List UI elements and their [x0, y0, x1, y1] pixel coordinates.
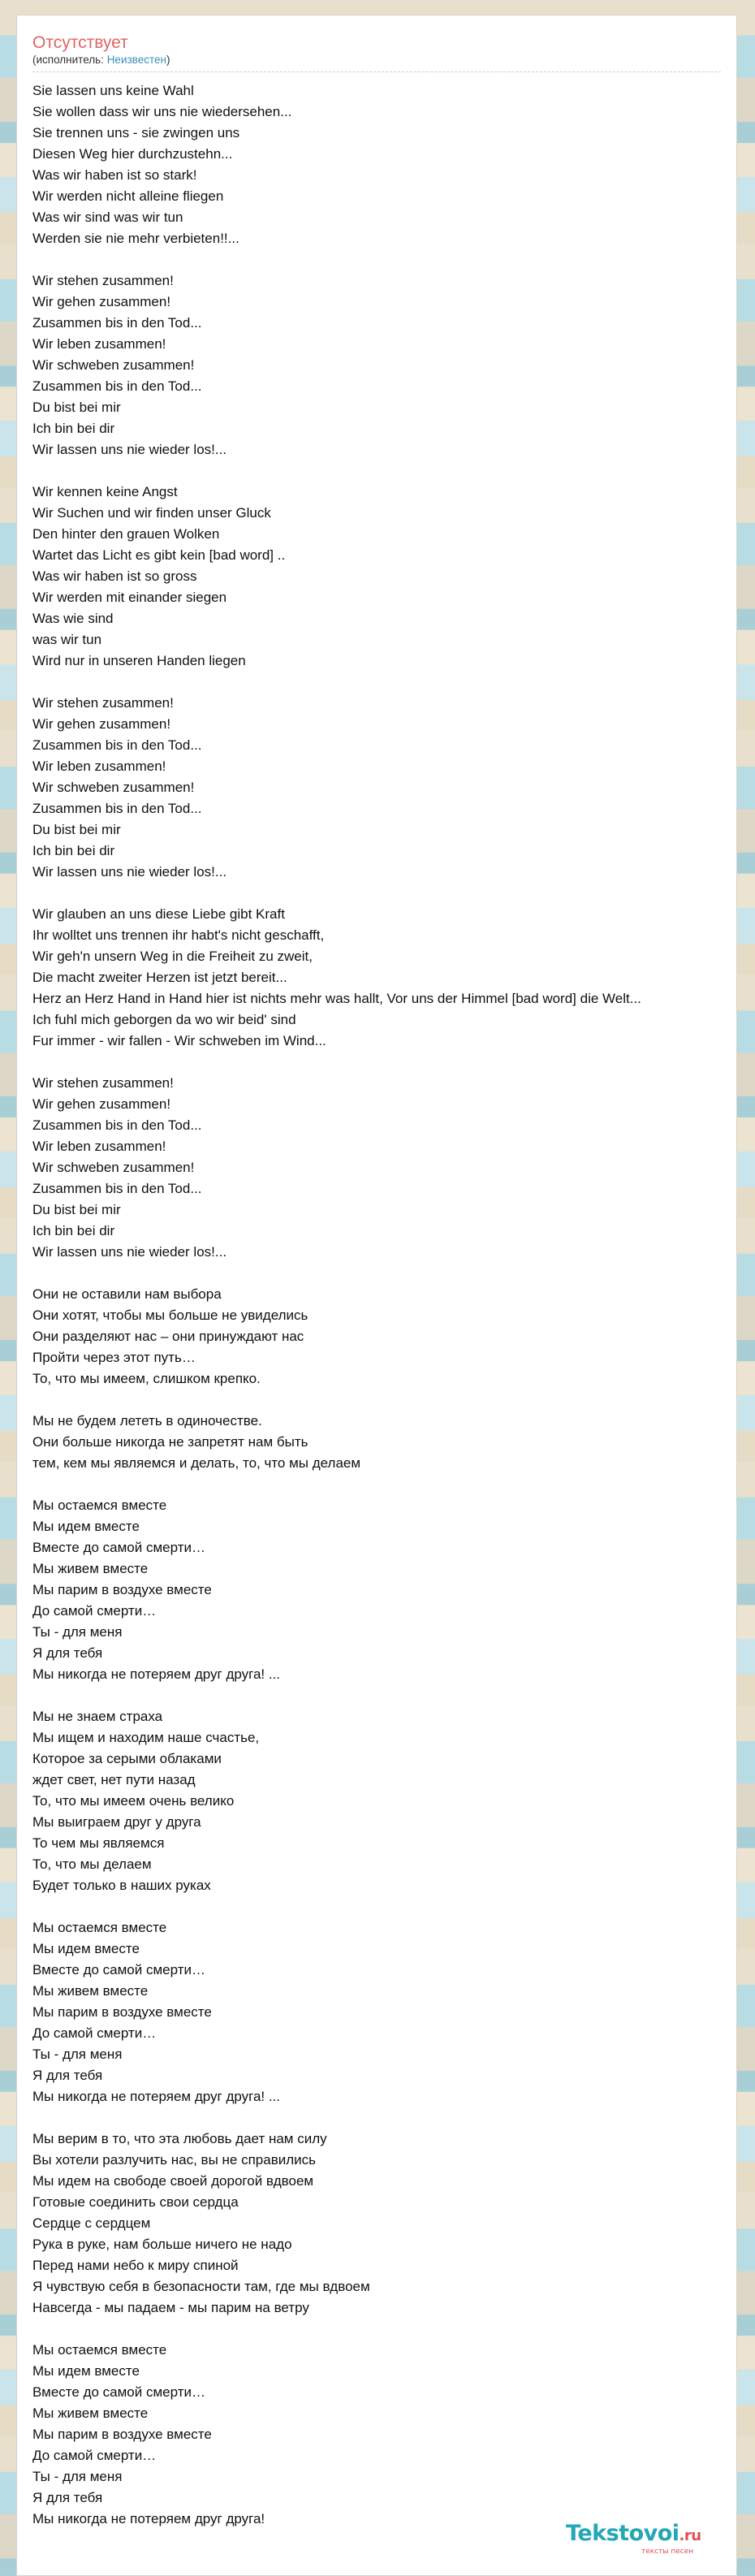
- lyric-line: Wir gehen zusammen!: [32, 716, 171, 732]
- lyric-line: Wir lassen uns nie wieder los!...: [32, 442, 227, 457]
- lyric-line: Wir leben zusammen!: [32, 1139, 166, 1154]
- lyric-line: Wir stehen zusammen!: [32, 695, 174, 711]
- lyric-line: Мы остаемся вместе: [32, 1920, 167, 1935]
- lyric-line: Я чувствую себя в безопасности там, где мы вдвоем: [32, 2279, 370, 2294]
- lyric-line: [32, 1052, 755, 1073]
- lyric-line: Du bist bei mir: [32, 400, 121, 415]
- lyric-line: Wir leben zusammen!: [32, 336, 166, 352]
- lyric-line: Wartet das Licht es gibt kein [bad word] ..: [32, 547, 286, 563]
- lyric-line: Мы не будем лететь в одиночестве.: [32, 1413, 262, 1428]
- site-logo[interactable]: [566, 2522, 701, 2548]
- lyric-line: was wir tun: [32, 632, 102, 647]
- lyric-line: Вместе до самой смерти…: [32, 1962, 205, 1977]
- lyric-line: Мы парим в воздухе вместе: [32, 1582, 212, 1597]
- lyric-line: Ich fuhl mich geborgen da wo wir beid' sind: [32, 1012, 296, 1027]
- lyric-line: Мы остаемся вместе: [32, 1498, 167, 1513]
- lyric-line: Пройти через этот путь…: [32, 1350, 196, 1365]
- lyric-line: Zusammen bis in den Tod...: [32, 378, 202, 394]
- lyric-line: Ihr wolltet uns trennen ihr habt's nicht geschafft,: [32, 927, 325, 943]
- lyric-line: Ты - для меня: [32, 1624, 123, 1640]
- lyric-line: Которое за серыми облаками: [32, 1751, 222, 1766]
- lyric-line: Zusammen bis in den Tod...: [32, 315, 202, 331]
- lyric-line: Wir Suchen und wir finden unser Gluck: [32, 505, 271, 521]
- lyric-line: Они хотят, чтобы мы больше не увиделись: [32, 1307, 308, 1323]
- lyric-line: До самой смерти…: [32, 2448, 157, 2463]
- lyric-line: Sie wollen dass wir uns nie wiedersehen...: [32, 104, 292, 119]
- lyrics-text: [32, 80, 755, 2530]
- lyric-line: Мы парим в воздухе вместе: [32, 2004, 212, 2020]
- lyric-line: Мы верим в то, что эта любовь дает нам силу: [32, 2131, 327, 2146]
- lyric-line: Мы никогда не потеряем друг друга! ...: [32, 2089, 281, 2104]
- lyric-line: Fur immer - wir fallen - Wir schweben im Wind...: [32, 1033, 326, 1048]
- lyric-line: Zusammen bis in den Tod...: [32, 801, 202, 816]
- lyric-line: Мы идем вместе: [32, 1519, 140, 1534]
- lyric-line: Zusammen bis in den Tod...: [32, 737, 202, 753]
- lyric-line: [32, 2319, 755, 2340]
- lyric-line: Мы живем вместе: [32, 1983, 149, 1999]
- lyric-line: Навсегда - мы падаем - мы парим на ветру: [32, 2300, 309, 2315]
- lyric-line: Будет только в наших руках: [32, 1878, 211, 1893]
- lyric-line: Готовые соединить свои сердца: [32, 2194, 239, 2210]
- lyric-line: Мы идем вместе: [32, 2363, 140, 2379]
- lyric-line: Diesen Weg hier durchzustehn...: [32, 146, 233, 162]
- lyric-line: Den hinter den grauen Wolken: [32, 526, 220, 542]
- lyric-line: Wir stehen zusammen!: [32, 273, 174, 288]
- artist-prefix: (исполнитель:: [32, 54, 107, 66]
- lyric-line: Ты - для меня: [32, 2047, 123, 2062]
- lyric-line: Мы парим в воздухе вместе: [32, 2427, 212, 2442]
- lyric-line: [32, 1474, 755, 1495]
- lyric-line: Wir stehen zusammen!: [32, 1075, 174, 1091]
- lyric-line: Wir werden mit einander siegen: [32, 590, 227, 605]
- artist-link[interactable]: Неизвестен: [106, 54, 166, 66]
- lyric-line: Du bist bei mir: [32, 1202, 121, 1217]
- lyric-line: Was wir sind was wir tun: [32, 210, 183, 225]
- lyric-line: Wir werden nicht alleine fliegen: [32, 188, 224, 204]
- lyric-line: Was wir haben ist so gross: [32, 568, 197, 584]
- lyric-line: Мы никогда не потеряем друг друга!: [32, 2511, 265, 2526]
- lyric-line: [32, 2107, 755, 2129]
- lyric-line: [32, 883, 755, 904]
- lyric-line: Мы ищем и находим наше счастье,: [32, 1730, 260, 1745]
- lyric-line: ждет свет, нет пути назад: [32, 1772, 196, 1787]
- lyric-line: Мы живем вместе: [32, 1561, 149, 1576]
- lyric-line: Du bist bei mir: [32, 822, 121, 837]
- lyric-line: Вы хотели разлучить нас, вы не справились: [32, 2152, 316, 2168]
- lyric-line: Ты - для меня: [32, 2469, 123, 2484]
- lyric-line: До самой смерти…: [32, 2025, 157, 2041]
- lyric-line: Was wir haben ist so stark!: [32, 167, 197, 183]
- logo-tagline: тексты песен: [641, 2548, 694, 2556]
- lyric-line: Wir lassen uns nie wieder los!...: [32, 864, 227, 880]
- lyric-line: Wir lassen uns nie wieder los!...: [32, 1244, 227, 1260]
- lyric-line: Мы живем вместе: [32, 2405, 149, 2421]
- lyric-line: Вместе до самой смерти…: [32, 2384, 205, 2400]
- lyric-line: Сердце с сердцем: [32, 2215, 151, 2231]
- lyric-line: Ich bin bei dir: [32, 843, 115, 858]
- lyric-line: Они не оставили нам выбора: [32, 1286, 222, 1302]
- lyric-line: Вместе до самой смерти…: [32, 1540, 205, 1555]
- lyric-line: Ich bin bei dir: [32, 1223, 115, 1238]
- lyric-line: То, что мы имеем, слишком крепко.: [32, 1371, 261, 1386]
- lyric-line: [32, 1896, 755, 1917]
- lyric-line: Wir gehen zusammen!: [32, 294, 171, 309]
- lyric-line: Перед нами небо к миру спиной: [32, 2258, 239, 2273]
- lyric-line: Мы выиграем друг у друга: [32, 1814, 201, 1830]
- lyric-line: Was wie sind: [32, 611, 114, 626]
- lyrics-page: [16, 15, 737, 2576]
- lyric-line: Они больше никогда не запретят нам быть: [32, 1434, 308, 1450]
- lyric-line: Wir schweben zusammen!: [32, 1160, 195, 1175]
- artist-suffix: ): [166, 54, 170, 66]
- lyric-line: Wir schweben zusammen!: [32, 780, 195, 795]
- lyric-line: Рука в руке, нам больше ничего не надо: [32, 2237, 292, 2252]
- lyric-line: Мы не знаем страха: [32, 1709, 163, 1724]
- lyric-line: Я для тебя: [32, 1645, 103, 1661]
- lyric-line: Zusammen bis in den Tod...: [32, 1117, 202, 1133]
- lyric-line: Die macht zweiter Herzen ist jetzt bereit...: [32, 970, 287, 985]
- lyric-line: Мы идем вместе: [32, 1941, 140, 1956]
- lyric-line: Wir schweben zusammen!: [32, 357, 195, 373]
- lyric-line: [32, 1263, 755, 1284]
- lyric-line: Werden sie nie mehr verbieten!!...: [32, 231, 239, 246]
- logo-name: Tekstovoi: [566, 2521, 680, 2546]
- lyric-line: Herz an Herz Hand in Hand hier ist nichts mehr was hallt, Vor uns der Himmel [bad word] die Welt...: [32, 991, 641, 1006]
- lyric-line: [32, 1390, 755, 1411]
- logo-tld: .ru: [679, 2527, 701, 2544]
- song-title: Отсутствует: [32, 33, 128, 52]
- lyric-line: До самой смерти…: [32, 1603, 157, 1619]
- lyric-line: Wird nur in unseren Handen liegen: [32, 653, 246, 668]
- lyric-line: Sie trennen uns - sie zwingen uns: [32, 125, 240, 140]
- lyric-line: Мы идем на свободе своей дорогой вдвоем: [32, 2173, 314, 2189]
- lyric-line: Мы остаемся вместе: [32, 2342, 167, 2358]
- lyric-line: То, что мы делаем: [32, 1856, 152, 1872]
- lyric-line: [32, 249, 755, 270]
- lyric-line: [32, 1685, 755, 1706]
- lyric-line: Wir geh'n unsern Weg in die Freiheit zu zweit,: [32, 949, 313, 964]
- lyric-line: Wir kennen keine Angst: [32, 484, 178, 499]
- lyric-line: Wir leben zusammen!: [32, 759, 166, 774]
- lyric-line: Wir gehen zusammen!: [32, 1096, 171, 1112]
- lyric-line: Я для тебя: [32, 2490, 103, 2505]
- artist-line: [32, 53, 721, 72]
- lyric-line: Мы никогда не потеряем друг друга! ...: [32, 1666, 281, 1682]
- lyric-line: Ich bin bei dir: [32, 421, 115, 436]
- lyric-line: То чем мы являемся: [32, 1835, 165, 1851]
- lyric-line: То, что мы имеем очень велико: [32, 1793, 235, 1809]
- lyric-line: [32, 460, 755, 482]
- lyric-line: [32, 672, 755, 693]
- lyric-line: Я для тебя: [32, 2068, 103, 2083]
- lyric-line: Они разделяют нас – они принуждают нас: [32, 1329, 304, 1344]
- lyric-line: Wir glauben an uns diese Liebe gibt Kraft: [32, 906, 285, 922]
- lyric-line: Zusammen bis in den Tod...: [32, 1181, 202, 1196]
- lyric-line: тем, кем мы являемся и делать, то, что мы делаем: [32, 1455, 361, 1471]
- lyric-line: Sie lassen uns keine Wahl: [32, 83, 194, 98]
